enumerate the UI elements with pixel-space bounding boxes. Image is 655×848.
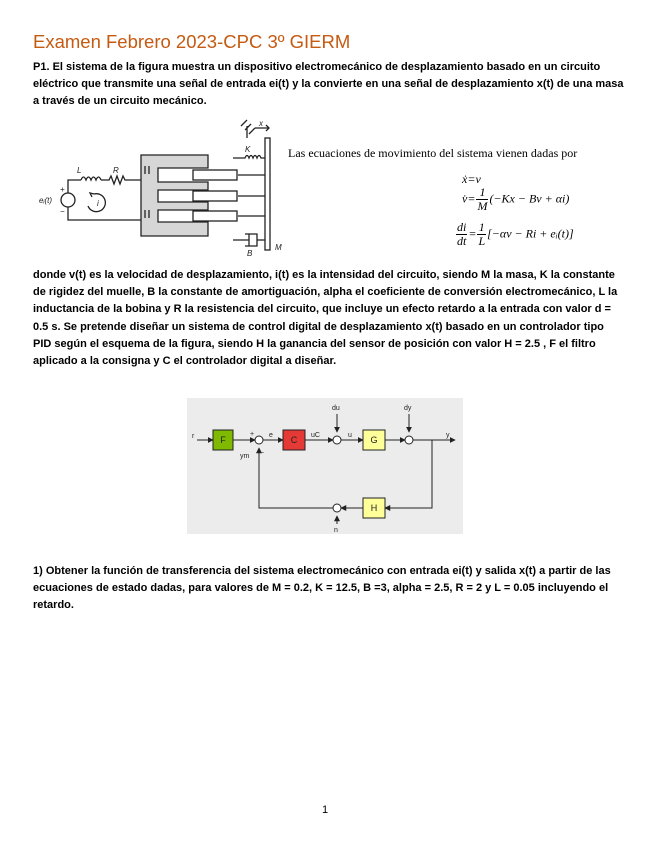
signal-n: n	[334, 527, 338, 534]
minus-terminal: −	[60, 207, 65, 216]
block-F-label: F	[220, 435, 226, 445]
diagram-background	[187, 398, 463, 534]
summing-junction-noise	[333, 504, 341, 512]
signal-du: du	[332, 405, 340, 412]
equations-intro: Las ecuaciones de movimiento del sistema vienen dadas por	[288, 146, 578, 160]
equation-1: ẋ=v	[462, 172, 481, 186]
summing-junction-du	[333, 436, 341, 444]
displacement-label: x	[259, 119, 263, 128]
control-block-diagram	[187, 398, 463, 534]
equation-3: $\frac{di}{dt}$ = $\frac{1}{L}$ [−αv − Ri + eᵢ(t)]	[457, 220, 574, 248]
block-H-label: H	[370, 503, 378, 513]
electromechanical-device-figure	[33, 118, 288, 258]
resistor-label: R	[113, 166, 119, 175]
sign-minus: −	[260, 450, 265, 457]
plus-terminal: +	[60, 185, 65, 194]
resistor-icon	[101, 176, 141, 184]
sign-plus: +	[250, 431, 255, 438]
damper-label: B	[247, 249, 253, 258]
damper-icon	[233, 234, 265, 246]
block-G-label: G	[370, 435, 378, 445]
signal-u: u	[348, 432, 352, 439]
mass-label: M	[275, 243, 282, 252]
spring-label: K	[245, 145, 251, 154]
signal-uC: uC	[311, 432, 320, 439]
block-C-label: C	[290, 435, 298, 445]
system-description: donde v(t) es la velocidad de desplazamiento, i(t) es la intensidad del circuito, siendo M la masa, K la constante de rigidez del muelle, B la constante de amortiguación, alpha el coeficiente de conversión electromecánico, L la inductancia de la bobina y R la resistencia del circuito, que incluye un efecto retardo a la entrada con valor d = 0.5 s. Se pretende diseñar un sistema de control digital de desplazamiento x(t) basado en un controlador tipo PID según el esquema de la figura, siendo H la ganancia del sensor de posición con valor H = 2.5 , F el filtro aplicado a la consigna y C el controlador digital a diseñar.	[33, 269, 618, 368]
signal-r: r	[192, 433, 195, 440]
current-label: i	[97, 199, 99, 208]
inductor-label: L	[77, 166, 82, 175]
question-1: 1) Obtener la función de transferencia del sistema electromecánico con entrada ei(t) y salida x(t) a partir de las ecuaciones de estado dadas, para valores de M = 0.2, K = 12.5, B =3, alpha = 2.5, R = 2 y L = 0.05 incluyendo el retardo.	[33, 565, 611, 612]
signal-ym: ym	[240, 453, 250, 460]
page-number: 1	[322, 804, 329, 816]
source-label: eᵢ(t)	[39, 196, 52, 205]
summing-junction-error	[255, 436, 263, 444]
inductor-icon	[81, 177, 101, 180]
page-title: Examen Febrero 2023-CPC 3º GIERM	[33, 31, 351, 52]
summing-junction-dy	[405, 436, 413, 444]
problem-statement: P1. El sistema de la figura muestra un dispositivo electromecánico de desplazamiento basado en un circuito eléctrico que transmite una señal de entrada ei(t) y la convierte en una señal de desplazamiento x(t) de una masa a través de un circuito mecánico.	[33, 61, 624, 108]
signal-e: e	[269, 432, 273, 439]
signal-dy: dy	[404, 405, 412, 412]
signal-y: y	[446, 432, 450, 439]
voltage-source-icon	[61, 193, 75, 207]
spring-icon	[233, 156, 265, 159]
equation-2: v̇= $\frac{1}{M}$ (−Kx − Bv + αi)	[462, 185, 570, 213]
